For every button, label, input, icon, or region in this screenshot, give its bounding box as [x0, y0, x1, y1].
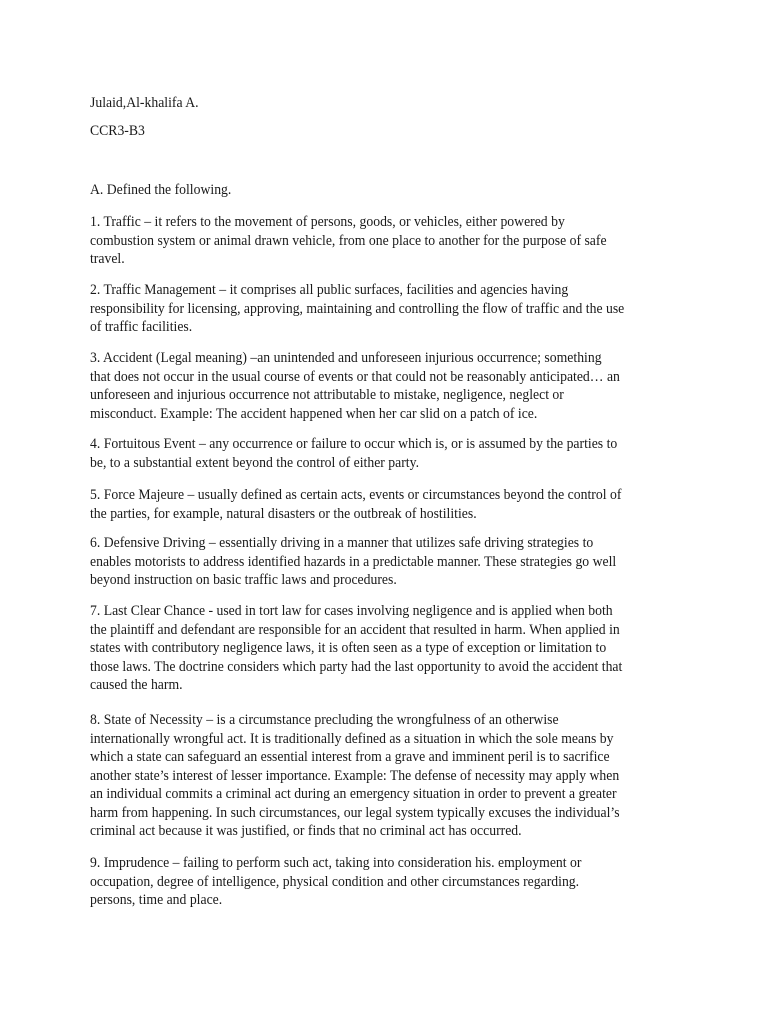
definition-line: caused the harm. [90, 677, 183, 693]
definition-line: harm from happening. In such circumstances, our legal system typically excuses the individual’s [90, 804, 620, 821]
definition-line: 6. Defensive Driving – essentially driving in a manner that utilizes safe driving strategies to [90, 535, 594, 551]
definition-line: 5. Force Majeure – usually defined as certain acts, events or circumstances beyond the control of [90, 487, 622, 503]
definition-traffic-management [90, 281, 658, 337]
definition-line: of traffic facilities. [90, 319, 193, 335]
definition-line: combustion system or animal drawn vehicle, from one place to another for the purpose of safe [90, 232, 607, 249]
definition-line: criminal act because it was justified, or finds that no criminal act has occurred. [90, 823, 522, 839]
definition-line: 1. Traffic – it refers to the movement of persons, goods, or vehicles, either powered by [90, 214, 565, 230]
definition-line: misconduct. Example: The accident happened when her car slid on a patch of ice. [90, 405, 538, 422]
definition-line: enables motorists to address identified hazards in a predictable manner. These strategies go well [90, 553, 617, 570]
class-code: CCR3-B3 [90, 123, 145, 139]
definition-line: 7. Last Clear Chance - used in tort law for cases involving negligence and is applied when both [90, 603, 613, 619]
section-heading: A. Defined the following. [90, 182, 232, 198]
definition-line: those laws. The doctrine considers which party had the last opportunity to avoid the accident that [90, 658, 623, 675]
definition-force-majeure [90, 486, 655, 523]
definition-line: the plaintiff and defendant are responsible for an accident that resulted in harm. When applied in [90, 621, 620, 638]
definition-line: 2. Traffic Management – it comprises all public surfaces, facilities and agencies having [90, 282, 569, 298]
definition-line: occupation, degree of intelligence, physical condition and other circumstances regarding. [90, 873, 580, 890]
definition-line: 4. Fortuitous Event – any occurrence or failure to occur which is, or is assumed by the parties to [90, 436, 618, 452]
definition-line: 8. State of Necessity – is a circumstance precluding the wrongfulness of an otherwise [90, 712, 559, 728]
definition-line: 3. Accident (Legal meaning) –an unintended and unforeseen injurious occurrence; something [90, 350, 602, 366]
definition-line: be, to a substantial extent beyond the control of either party. [90, 454, 420, 471]
definition-last-clear-chance [90, 602, 656, 695]
definition-line: states with contributory negligence laws, it is often seen as a type of exception or limitation to [90, 640, 607, 656]
definition-line: travel. [90, 251, 125, 267]
definition-line: unforeseen and injurious occurrence not attributable to mistake, negligence, neglect or [90, 387, 564, 403]
definition-line: which a state can safeguard an essential interest from a grave and imminent peril is to sacrifice [90, 749, 610, 765]
definition-fortuitous-event [90, 435, 651, 472]
definition-line: beyond instruction on basic traffic laws and procedures. [90, 572, 397, 588]
definition-accident [90, 349, 654, 423]
definition-state-of-necessity [90, 711, 653, 841]
definition-line: internationally wrongful act. It is traditionally defined as a situation in which the sole means by [90, 730, 614, 747]
definition-line: another state’s interest of lesser importance. Example: The defense of necessity may apply when [90, 767, 620, 784]
definition-traffic [90, 213, 640, 269]
definition-line: an individual commits a criminal act during an emergency situation in order to prevent a greater [90, 786, 617, 802]
definition-line: the parties, for example, natural disasters or the outbreak of hostilities. [90, 505, 477, 522]
definition-line: 9. Imprudence – failing to perform such act, taking into consideration his. employment or [90, 855, 582, 871]
definition-line: responsibility for licensing, approving, maintaining and controlling the flow of traffic and the use [90, 300, 625, 317]
definition-imprudence [90, 854, 613, 910]
definition-defensive-driving [90, 534, 650, 590]
author-name: Julaid,Al-khalifa A. [90, 95, 199, 111]
definition-line: persons, time and place. [90, 892, 223, 908]
definition-line: that does not occur in the usual course of events or that could not be reasonably anticipated… an [90, 368, 620, 385]
